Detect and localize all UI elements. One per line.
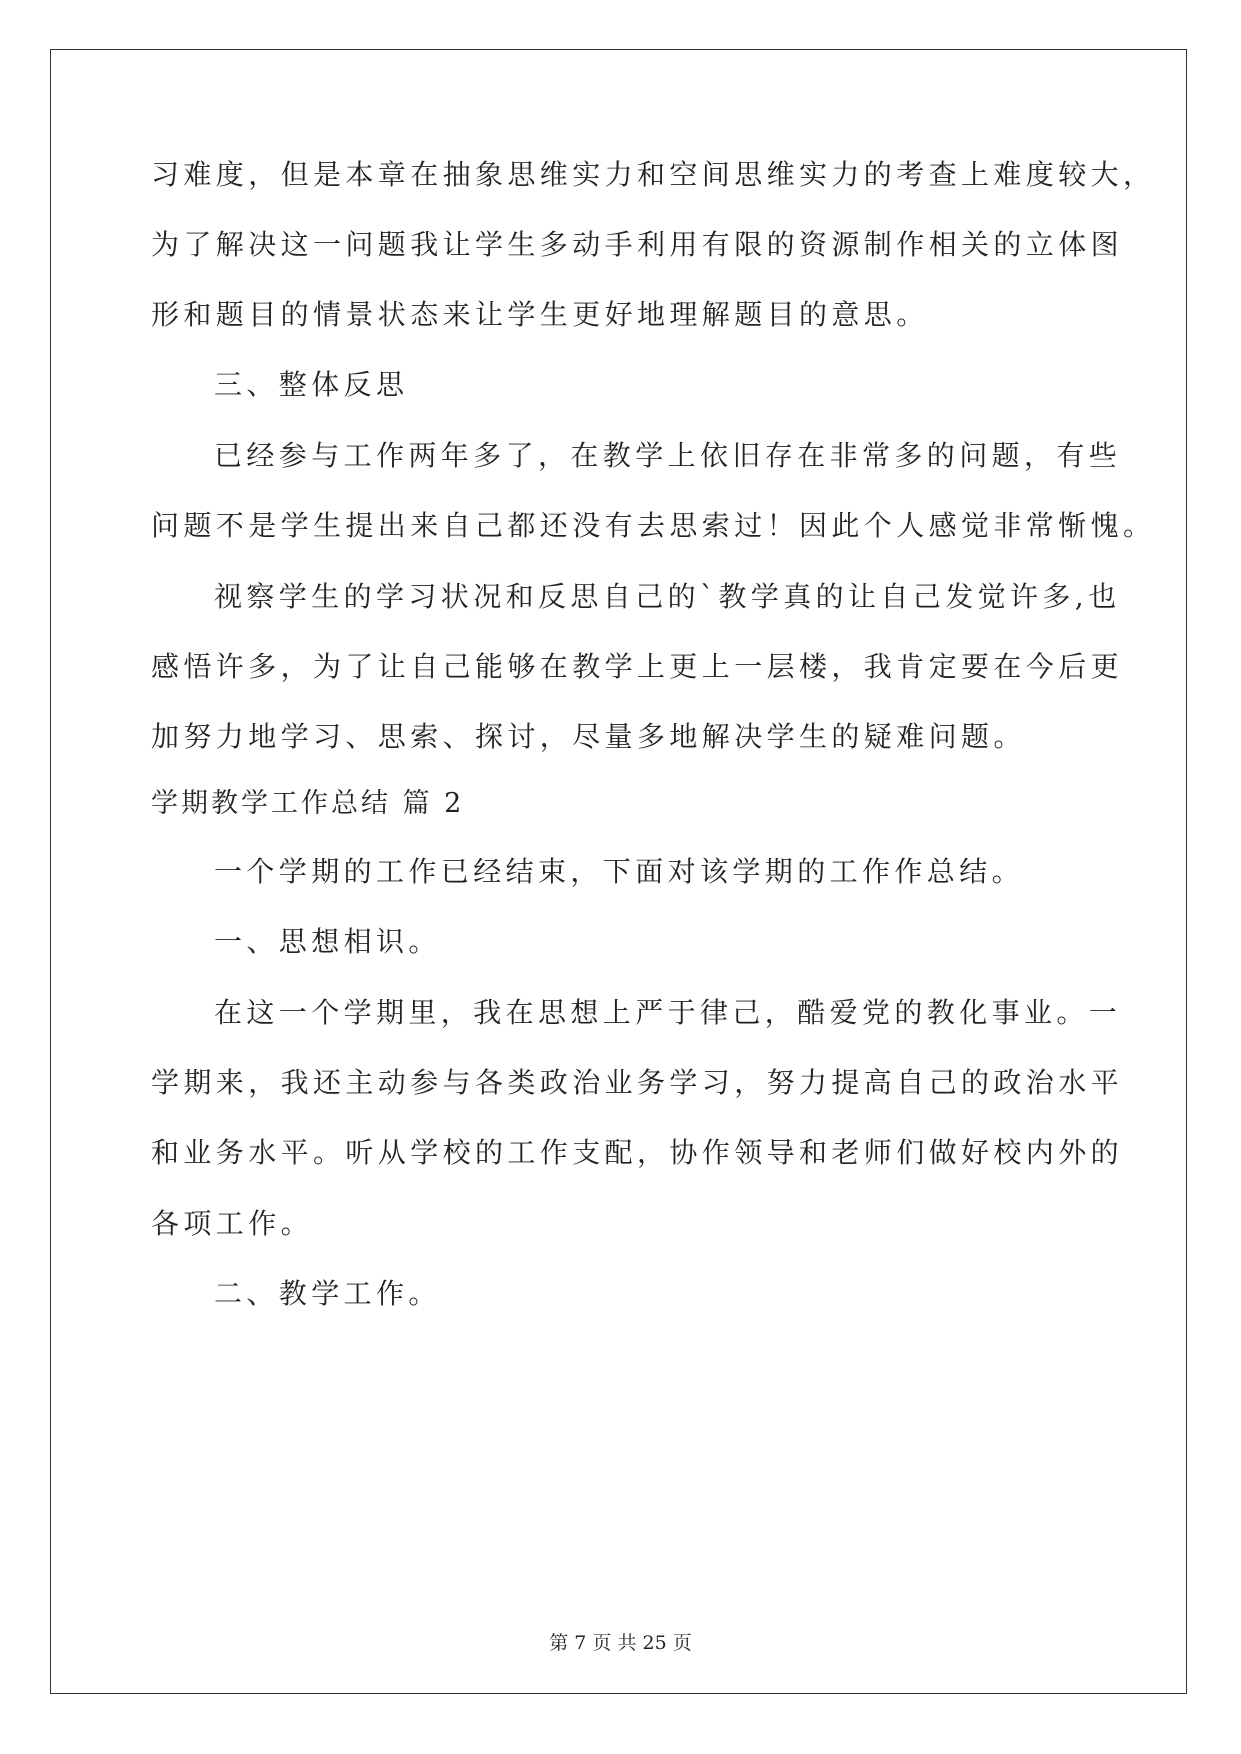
page-number-footer: 第 7 页 共 25 页 (549, 1632, 692, 1654)
article-title-part-2: 学期教学工作总结 篇 2 (151, 788, 465, 819)
body-line-8: 感悟许多，为了让自己能够在教学上更上一层楼，我肯定要在今后更 (151, 650, 1124, 683)
body-line-7: 视察学生的学习状况和反思自己的`教学真的让自己发觉许多,也 (214, 580, 1121, 613)
body-line-2: 为了解决这一问题我让学生多动手利用有限的资源制作相关的立体图 (151, 228, 1124, 261)
body-line-6: 问题不是学生提出来自己都还没有去思索过！因此个人感觉非常惭愧。 (151, 509, 1156, 542)
section-heading-thought: 一、思想相识。 (214, 925, 441, 958)
body-line-14: 学期来，我还主动参与各类政治业务学习，努力提高自己的政治水平 (151, 1066, 1124, 1099)
body-line-1: 习难度，但是本章在抽象思维实力和空间思维实力的考查上难度较大， (151, 158, 1156, 191)
body-line-16: 各项工作。 (151, 1207, 314, 1240)
body-line-9: 加努力地学习、思索、探讨，尽量多地解决学生的疑难问题。 (151, 720, 1026, 753)
body-line-3: 形和题目的情景状态来让学生更好地理解题目的意思。 (151, 298, 929, 331)
body-line-5: 已经参与工作两年多了，在教学上依旧存在非常多的问题，有些 (214, 439, 1122, 472)
body-line-13: 在这一个学期里，我在思想上严于律己，酷爱党的教化事业。一 (214, 996, 1122, 1029)
body-line-15: 和业务水平。听从学校的工作支配，协作领导和老师们做好校内外的 (151, 1136, 1124, 1169)
section-heading-overall-reflection: 三、整体反思 (214, 368, 409, 401)
section-heading-teaching: 二、教学工作。 (214, 1277, 441, 1310)
body-line-11: 一个学期的工作已经结束，下面对该学期的工作作总结。 (214, 855, 1025, 888)
